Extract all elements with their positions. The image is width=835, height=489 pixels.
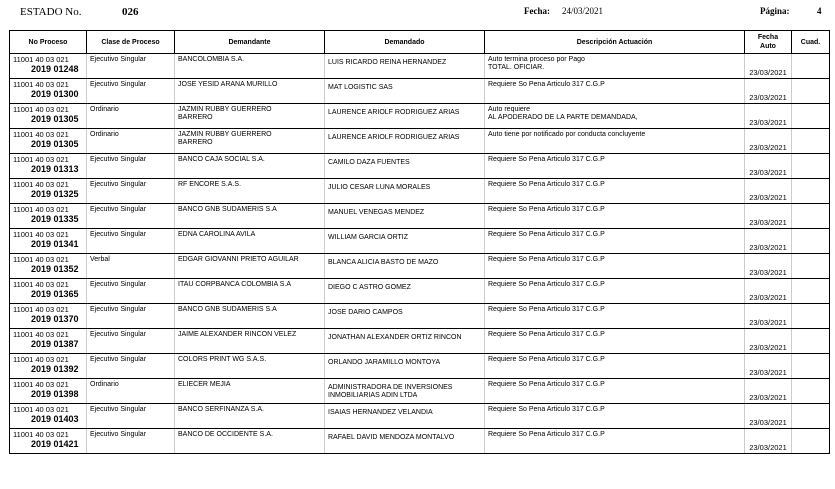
cell-clase (87, 329, 175, 354)
table-row (10, 154, 830, 179)
cell-actuacion (485, 329, 745, 354)
table-row (10, 404, 830, 429)
cell-fecha-auto (745, 154, 792, 179)
proceso-radicado: 11001 40 03 021 (13, 180, 69, 189)
cell-demandante (175, 379, 325, 404)
demandante-text: JAZMIN RUBBY GUERRERO BARRERO (178, 106, 272, 121)
cell-demandante (175, 79, 325, 104)
cell-cuad (792, 154, 830, 179)
cell-demandado (325, 104, 485, 129)
document-header (0, 0, 835, 30)
cell-actuacion (485, 404, 745, 429)
fecha-auto-text: 23/03/2021 (749, 318, 787, 327)
cell-fecha-auto (745, 129, 792, 154)
col-fecha-auto (745, 31, 792, 54)
fecha-auto-text: 23/03/2021 (749, 93, 787, 102)
cell-fecha-auto (745, 379, 792, 404)
proceso-radicado: 11001 40 03 021 (13, 280, 69, 289)
clase-text: Ordinario (90, 106, 119, 113)
demandante-text: BANCO CAJA SOCIAL S.A. (178, 156, 265, 163)
actuacion-text: Requiere So Pena Articulo 317 C.G.P (488, 206, 605, 213)
cell-cuad (792, 404, 830, 429)
cell-demandado (325, 79, 485, 104)
demandado-text: DIEGO C ASTRO GOMEZ (328, 284, 411, 291)
cell-clase (87, 54, 175, 79)
proceso-numero: 2019 01387 (31, 339, 79, 349)
actuacion-text: Requiere So Pena Articulo 317 C.G.P (488, 356, 605, 363)
cell-cuad (792, 179, 830, 204)
cell-fecha-auto (745, 304, 792, 329)
cell-fecha-auto (745, 204, 792, 229)
cuad-text (792, 329, 829, 331)
demandante-text: JOSE YESID ARANA MURILLO (178, 81, 278, 88)
proceso-radicado: 11001 40 03 021 (13, 130, 69, 139)
demandado-text: LAURENCE ARIOLF RODRIGUEZ ARIAS (328, 134, 460, 141)
proceso-numero: 2019 01305 (31, 114, 79, 124)
demandado-text: ISAIAS HERNANDEZ VELANDIA (328, 409, 433, 416)
proceso-numero: 2019 01398 (31, 389, 79, 399)
proceso-numero: 2019 01325 (31, 189, 79, 199)
clase-text: Ejecutivo Singular (90, 206, 147, 213)
actuacion-text: Requiere So Pena Articulo 317 C.G.P (488, 331, 605, 338)
col-clase: Clase de Proceso (87, 31, 175, 54)
col-no-proceso: No Proceso (10, 31, 87, 54)
cell-fecha-auto (745, 354, 792, 379)
actuacion-text: Requiere So Pena Articulo 317 C.G.P (488, 431, 605, 438)
demandante-text: EDGAR GIOVANNI PRIETO AGUILAR (178, 256, 299, 263)
cell-cuad (792, 129, 830, 154)
cell-cuad (792, 104, 830, 129)
cell-no-proceso (10, 429, 87, 454)
fecha-auto-text: 23/03/2021 (749, 243, 787, 252)
cell-demandado (325, 154, 485, 179)
demandante-text: EDNA CAROLINA AVILA (178, 231, 256, 238)
cell-demandado (325, 254, 485, 279)
fecha-auto-text: 23/03/2021 (749, 343, 787, 352)
cell-cuad (792, 54, 830, 79)
clase-text: Ejecutivo Singular (90, 56, 147, 63)
cell-demandado (325, 379, 485, 404)
fecha-auto-text: 23/03/2021 (749, 68, 787, 77)
cuad-text (792, 229, 829, 231)
cell-demandado (325, 429, 485, 454)
cuad-text (792, 154, 829, 156)
cell-actuacion (485, 354, 745, 379)
demandante-text: ITAU CORPBANCA COLOMBIA S.A (178, 281, 292, 288)
cell-demandado (325, 329, 485, 354)
table-row (10, 79, 830, 104)
cell-fecha-auto (745, 404, 792, 429)
cell-demandante (175, 279, 325, 304)
cell-clase (87, 304, 175, 329)
estado-number: 026 (122, 6, 139, 18)
cell-actuacion (485, 129, 745, 154)
demandado-text: MANUEL VENEGAS MENDEZ (328, 209, 425, 216)
proceso-numero: 2019 01392 (31, 364, 79, 374)
cell-fecha-auto (745, 229, 792, 254)
cell-no-proceso (10, 54, 87, 79)
cell-demandante (175, 179, 325, 204)
cell-clase (87, 104, 175, 129)
cell-no-proceso (10, 304, 87, 329)
clase-text: Ordinario (90, 131, 119, 138)
cell-clase (87, 379, 175, 404)
demandante-text: COLORS PRINT WG S.A.S. (178, 356, 267, 363)
proceso-radicado: 11001 40 03 021 (13, 155, 69, 164)
cell-clase (87, 229, 175, 254)
cell-actuacion (485, 54, 745, 79)
cell-fecha-auto (745, 54, 792, 79)
cell-demandante (175, 429, 325, 454)
cell-no-proceso (10, 254, 87, 279)
fecha-auto-text: 23/03/2021 (749, 118, 787, 127)
demandante-text: BANCOLOMBIA S.A. (178, 56, 245, 63)
actuacion-text: Requiere So Pena Articulo 317 C.G.P (488, 231, 605, 238)
demandado-text: JONATHAN ALEXANDER ORTIZ RINCON (328, 334, 462, 341)
cell-no-proceso (10, 154, 87, 179)
col-actuacion: Descripción Actuación (485, 31, 745, 54)
cell-cuad (792, 229, 830, 254)
cell-demandante (175, 129, 325, 154)
table-row (10, 179, 830, 204)
clase-text: Ejecutivo Singular (90, 406, 147, 413)
cell-actuacion (485, 204, 745, 229)
table-row (10, 104, 830, 129)
actuacion-text: Requiere So Pena Articulo 317 C.G.P (488, 281, 605, 288)
clase-text: Ejecutivo Singular (90, 156, 147, 163)
cell-demandante (175, 104, 325, 129)
proceso-radicado: 11001 40 03 021 (13, 105, 69, 114)
demandante-text: BANCO DE OCCIDENTE S.A. (178, 431, 273, 438)
demandado-text: LAURENCE ARIOLF RODRIGUEZ ARIAS (328, 109, 460, 116)
proceso-numero: 2019 01305 (31, 139, 79, 149)
cell-fecha-auto (745, 254, 792, 279)
proceso-radicado: 11001 40 03 021 (13, 355, 69, 364)
clase-text: Ejecutivo Singular (90, 356, 147, 363)
cell-cuad (792, 204, 830, 229)
cell-actuacion (485, 304, 745, 329)
cell-cuad (792, 304, 830, 329)
actuacion-text: Requiere So Pena Articulo 317 C.G.P (488, 306, 605, 313)
actuacion-text: Requiere So Pena Articulo 317 C.G.P (488, 156, 605, 163)
cell-no-proceso (10, 229, 87, 254)
cell-actuacion (485, 279, 745, 304)
demandante-text: ELIECER MEJIA (178, 381, 231, 388)
cell-no-proceso (10, 279, 87, 304)
col-demandado: Demandado (325, 31, 485, 54)
cell-demandante (175, 54, 325, 79)
col-cuad: Cuad. (792, 31, 830, 54)
cell-cuad (792, 329, 830, 354)
clase-text: Ejecutivo Singular (90, 231, 147, 238)
table-row (10, 379, 830, 404)
fecha-auto-text: 23/03/2021 (749, 168, 787, 177)
cell-demandante (175, 204, 325, 229)
cell-actuacion (485, 179, 745, 204)
cell-demandado (325, 54, 485, 79)
fecha-auto-text: 23/03/2021 (749, 393, 787, 402)
cuad-text (792, 204, 829, 206)
cuad-text (792, 404, 829, 406)
cell-clase (87, 204, 175, 229)
cuad-text (792, 179, 829, 181)
cell-cuad (792, 79, 830, 104)
demandado-text: RAFAEL DAVID MENDOZA MONTALVO (328, 434, 455, 441)
cell-no-proceso (10, 404, 87, 429)
cell-clase (87, 79, 175, 104)
table-row (10, 204, 830, 229)
cell-demandado (325, 404, 485, 429)
proceso-radicado: 11001 40 03 021 (13, 330, 69, 339)
table-header-row (10, 31, 830, 54)
cell-actuacion (485, 229, 745, 254)
cell-clase (87, 429, 175, 454)
actuacion-text: Auto tiene por notificado por conducta concluyente (488, 131, 646, 138)
fecha-auto-text: 23/03/2021 (749, 193, 787, 202)
cuad-text (792, 79, 829, 81)
proceso-numero: 2019 01300 (31, 89, 79, 99)
cell-demandante (175, 254, 325, 279)
demandante-text: BANCO SERFINANZA S.A. (178, 406, 264, 413)
cell-no-proceso (10, 204, 87, 229)
clase-text: Verbal (90, 256, 110, 263)
col-fecha-line1: Fecha (757, 34, 779, 41)
table-row (10, 429, 830, 454)
cuad-text (792, 279, 829, 281)
cuad-text (792, 429, 829, 431)
demandado-text: BLANCA ALICIA BASTO DE MAZO (328, 259, 439, 266)
cell-clase (87, 254, 175, 279)
fecha-label: Fecha: (524, 6, 550, 16)
proceso-numero: 2019 01341 (31, 239, 79, 249)
proceso-radicado: 11001 40 03 021 (13, 55, 69, 64)
cell-demandante (175, 304, 325, 329)
cell-demandado (325, 179, 485, 204)
cell-cuad (792, 379, 830, 404)
table-row (10, 129, 830, 154)
cell-actuacion (485, 429, 745, 454)
actuacion-text: Requiere So Pena Articulo 317 C.G.P (488, 81, 605, 88)
cell-actuacion (485, 254, 745, 279)
fecha-auto-text: 23/03/2021 (749, 293, 787, 302)
demandado-text: JULIO CESAR LUNA MORALES (328, 184, 431, 191)
cuad-text (792, 354, 829, 356)
demandado-text: CAMILO DAZA FUENTES (328, 159, 410, 166)
cell-demandante (175, 154, 325, 179)
cell-actuacion (485, 154, 745, 179)
cell-fecha-auto (745, 104, 792, 129)
estado-table (9, 30, 830, 454)
cell-clase (87, 404, 175, 429)
cell-fecha-auto (745, 79, 792, 104)
proceso-radicado: 11001 40 03 021 (13, 205, 69, 214)
cuad-text (792, 54, 829, 56)
cell-fecha-auto (745, 279, 792, 304)
clase-text: Ejecutivo Singular (90, 306, 147, 313)
cell-demandante (175, 329, 325, 354)
cell-clase (87, 179, 175, 204)
cell-cuad (792, 429, 830, 454)
pagina-label: Página: (760, 6, 790, 16)
fecha-auto-text: 23/03/2021 (749, 368, 787, 377)
fecha-auto-text: 23/03/2021 (749, 143, 787, 152)
cuad-text (792, 129, 829, 131)
cell-no-proceso (10, 104, 87, 129)
estado-label: ESTADO No. (20, 6, 82, 18)
table-row (10, 354, 830, 379)
cell-demandado (325, 229, 485, 254)
cuad-text (792, 104, 829, 106)
table-row (10, 304, 830, 329)
cell-clase (87, 279, 175, 304)
cell-demandado (325, 279, 485, 304)
actuacion-text: Requiere So Pena Articulo 317 C.G.P (488, 406, 605, 413)
demandado-text: JOSE DARIO CAMPOS (328, 309, 403, 316)
demandado-text: ADMINISTRADORA DE INVERSIONES INMOBILIARIAS ADIN LTDA (328, 384, 453, 399)
cell-demandado (325, 354, 485, 379)
fecha-auto-text: 23/03/2021 (749, 268, 787, 277)
proceso-numero: 2019 01370 (31, 314, 79, 324)
cell-demandado (325, 129, 485, 154)
demandante-text: BANCO GNB SUDAMERIS S.A (178, 206, 277, 213)
clase-text: Ordinario (90, 381, 119, 388)
cell-demandado (325, 204, 485, 229)
cuad-text (792, 304, 829, 306)
cell-demandante (175, 229, 325, 254)
clase-text: Ejecutivo Singular (90, 81, 147, 88)
demandante-text: JAIME ALEXANDER RINCON VELEZ (178, 331, 297, 338)
cell-no-proceso (10, 129, 87, 154)
table-row (10, 229, 830, 254)
cell-demandante (175, 404, 325, 429)
proceso-numero: 2019 01313 (31, 164, 79, 174)
cell-clase (87, 154, 175, 179)
proceso-radicado: 11001 40 03 021 (13, 405, 69, 414)
cell-fecha-auto (745, 429, 792, 454)
proceso-radicado: 11001 40 03 021 (13, 430, 69, 439)
cell-demandante (175, 354, 325, 379)
cell-no-proceso (10, 329, 87, 354)
cell-no-proceso (10, 354, 87, 379)
proceso-radicado: 11001 40 03 021 (13, 80, 69, 89)
proceso-radicado: 11001 40 03 021 (13, 255, 69, 264)
actuacion-text: Auto termina proceso por Pago TOTAL. OFICIAR. (488, 56, 585, 71)
pagina-value: 4 (817, 6, 822, 16)
demandado-text: LUIS RICARDO REINA HERNANDEZ (328, 59, 447, 66)
proceso-radicado: 11001 40 03 021 (13, 380, 69, 389)
actuacion-text: Requiere So Pena Articulo 317 C.G.P (488, 256, 605, 263)
cell-no-proceso (10, 379, 87, 404)
demandado-text: MAT LOGISTIC SAS (328, 84, 393, 91)
clase-text: Ejecutivo Singular (90, 331, 147, 338)
demandante-text: JAZMIN RUBBY GUERRERO BARRERO (178, 131, 272, 146)
cell-fecha-auto (745, 179, 792, 204)
fecha-auto-text: 23/03/2021 (749, 443, 787, 452)
clase-text: Ejecutivo Singular (90, 431, 147, 438)
cell-actuacion (485, 379, 745, 404)
fecha-value: 24/03/2021 (562, 6, 604, 16)
actuacion-text: Requiere So Pena Articulo 317 C.G.P (488, 381, 605, 388)
table-row (10, 254, 830, 279)
proceso-numero: 2019 01352 (31, 264, 79, 274)
cell-cuad (792, 254, 830, 279)
cell-clase (87, 354, 175, 379)
proceso-radicado: 11001 40 03 021 (13, 305, 69, 314)
proceso-numero: 2019 01403 (31, 414, 79, 424)
clase-text: Ejecutivo Singular (90, 181, 147, 188)
col-demandante: Demandante (175, 31, 325, 54)
proceso-numero: 2019 01335 (31, 214, 79, 224)
actuacion-text: Requiere So Pena Articulo 317 C.G.P (488, 181, 605, 188)
cell-no-proceso (10, 79, 87, 104)
table-row (10, 329, 830, 354)
fecha-auto-text: 23/03/2021 (749, 418, 787, 427)
cuad-text (792, 254, 829, 256)
demandado-text: ORLANDO JARAMILLO MONTOYA (328, 359, 441, 366)
table-row (10, 279, 830, 304)
cell-no-proceso (10, 179, 87, 204)
cell-cuad (792, 279, 830, 304)
cell-demandado (325, 304, 485, 329)
cell-cuad (792, 354, 830, 379)
table-body (10, 54, 830, 454)
fecha-auto-text: 23/03/2021 (749, 218, 787, 227)
proceso-numero: 2019 01421 (31, 439, 79, 449)
clase-text: Ejecutivo Singular (90, 281, 147, 288)
col-fecha-line2: Auto (760, 43, 776, 50)
cuad-text (792, 379, 829, 381)
cell-actuacion (485, 104, 745, 129)
proceso-numero: 2019 01248 (31, 64, 79, 74)
proceso-radicado: 11001 40 03 021 (13, 230, 69, 239)
actuacion-text: Auto requiere AL APODERADO DE LA PARTE DEMANDADA, (488, 106, 638, 121)
demandado-text: WILLIAM GARCIA ORTIZ (328, 234, 408, 241)
cell-clase (87, 129, 175, 154)
demandante-text: RF ENCORE S.A.S. (178, 181, 242, 188)
table-row (10, 54, 830, 79)
proceso-numero: 2019 01365 (31, 289, 79, 299)
demandante-text: BANCO GNB SUDAMERIS S.A (178, 306, 277, 313)
cell-actuacion (485, 79, 745, 104)
cell-fecha-auto (745, 329, 792, 354)
